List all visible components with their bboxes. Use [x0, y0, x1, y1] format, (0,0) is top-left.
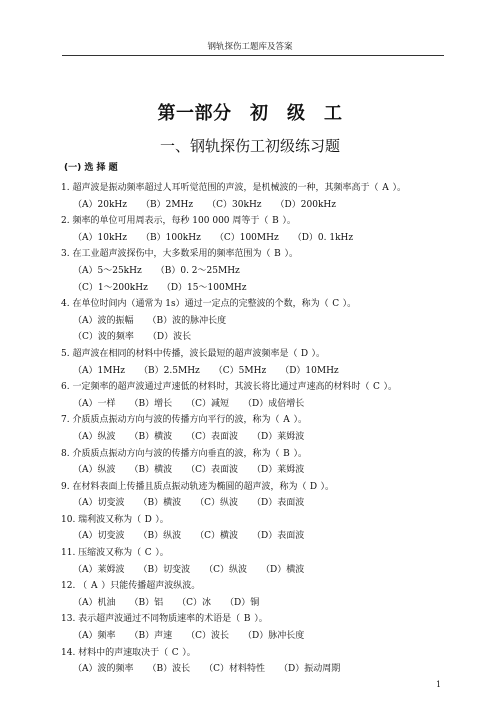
option-row: [61, 495, 456, 512]
question-stem: [61, 213, 456, 230]
answer-option: （D）脉冲长度: [243, 631, 305, 642]
answer-letter: D: [300, 348, 309, 359]
answer-option: （D）莱姆波: [252, 465, 305, 476]
answer-option: （B）纵波: [138, 531, 182, 542]
answer-option: （A）切变波: [73, 498, 125, 509]
option-row: [61, 462, 456, 479]
answer-letter: C: [171, 647, 179, 658]
answer-option: （B）切变波: [138, 564, 191, 575]
answer-option: （C）30kHz: [207, 199, 262, 210]
question-stem: [61, 379, 456, 396]
answer-letter: B: [283, 448, 290, 459]
question-item: [61, 180, 456, 213]
question-text: 9. 在材料表面上传播且质点振动轨迹为椭圆的超声波，称为（: [61, 481, 307, 492]
answer-option: （B）0. 2～25MHz: [155, 265, 240, 276]
answer-option: （C）纵波: [195, 498, 239, 509]
question-item: [61, 645, 456, 678]
answer-option: （D）莱姆波: [252, 431, 305, 442]
answer-option: （C）1～200kHz: [73, 282, 148, 293]
question-stem: [61, 412, 456, 429]
question-text-tail: ）。: [155, 548, 169, 559]
option-row: [61, 280, 456, 297]
option-row: [61, 661, 456, 678]
answer-option: （B）铝: [129, 597, 164, 608]
answer-option: （C）表面波: [186, 465, 239, 476]
answer-option: （D）200kHz: [275, 199, 336, 210]
question-text: 1. 超声波是振动频率超过人耳听觉范围的声波，是机械波的一种，其频率高于（: [61, 183, 379, 193]
answer-letter: B: [272, 216, 279, 227]
option-row: [61, 263, 456, 280]
option-row: [61, 429, 456, 446]
option-row: [61, 230, 456, 247]
question-stem: [61, 296, 456, 313]
question-text: 12. （: [61, 581, 88, 592]
answer-letter: B: [243, 614, 251, 625]
answer-option: （A）10kHz: [73, 232, 127, 243]
answer-option: （A）波的频率: [73, 664, 134, 675]
answer-option: （B）100kHz: [141, 232, 201, 243]
answer-option: （C）波长: [186, 631, 230, 642]
answer-option: （A）切变波: [73, 531, 125, 542]
question-item: [61, 611, 456, 644]
answer-option: （B）横波: [129, 465, 173, 476]
answer-option: （B）横波: [129, 431, 173, 442]
question-text: 7. 介质质点振动方向与波的传播方向平行的波，称为（: [61, 415, 280, 426]
question-item: [61, 296, 456, 346]
answer-option: （B）增长: [129, 398, 173, 409]
answer-option: （C）横波: [195, 531, 239, 542]
option-row: [61, 528, 456, 545]
answer-option: （D）铜: [225, 597, 260, 608]
answer-letter: A: [283, 415, 290, 426]
answer-option: （A）5～25kHz: [73, 265, 142, 276]
option-row: [61, 396, 456, 413]
answer-option: （B）2MHz: [141, 199, 194, 210]
question-text-tail: ）。: [284, 249, 298, 260]
answer-option: （D）振动周期: [279, 664, 341, 675]
option-row: [61, 197, 456, 214]
question-text: 2. 频率的单位可用周表示，每秒 100 000 周等于（: [61, 216, 269, 227]
answer-option: （B）横波: [138, 498, 182, 509]
answer-option: （A）频率: [73, 631, 116, 642]
answer-option: （A）20kHz: [73, 199, 127, 210]
answer-option: （C）波的频率: [73, 332, 134, 343]
question-text-tail: ）只能传播超声波纵波。: [101, 581, 201, 592]
question-item: [61, 578, 456, 611]
question-stem: [61, 346, 456, 363]
answer-option: （B）波的脉冲长度: [147, 315, 227, 326]
question-item: [61, 545, 456, 578]
question-stem: [61, 611, 456, 628]
question-stem: [61, 645, 456, 662]
answer-option: （D）0. 1kHz: [292, 232, 354, 243]
answer-option: （C）减短: [186, 398, 230, 409]
subsection-title: (一) 选 择 题: [64, 163, 118, 173]
question-text-tail: ）。: [293, 448, 307, 459]
question-text: 6. 一定频率的超声波通过声速低的材料时，其波长将比通过声速高的材料时（: [61, 382, 370, 393]
answer-option: （D）15～100MHz: [161, 282, 247, 293]
question-item: [61, 246, 456, 296]
option-row: [61, 313, 456, 330]
answer-letter: A: [382, 183, 389, 193]
answer-option: （B）波长: [147, 664, 191, 675]
answer-letter: D: [309, 481, 318, 492]
answer-option: （D）波长: [147, 332, 192, 343]
part-title: 第一部分 初 级 工: [157, 103, 343, 124]
answer-option: （B）声速: [129, 631, 173, 642]
answer-option: （D）10MHz: [280, 365, 339, 376]
answer-option: （A）1MHz: [73, 365, 126, 376]
answer-letter: B: [274, 249, 281, 260]
answer-letter: D: [144, 514, 152, 525]
question-stem: [61, 446, 456, 463]
answer-option: （D）成倍增长: [243, 398, 305, 409]
question-stem: [61, 479, 456, 496]
question-text-tail: ）。: [254, 614, 268, 625]
question-text-tail: ）。: [282, 216, 296, 227]
answer-option: （B）2.5MHz: [139, 365, 200, 376]
option-row: [61, 562, 456, 579]
question-text: 4. 在单位时间内（通常为 1s）通过一定点的完整波的个数，称为（: [61, 299, 329, 310]
answer-letter: C: [373, 382, 380, 393]
question-list: [61, 180, 456, 678]
question-item: [61, 213, 456, 246]
page-number: 1: [436, 680, 442, 689]
question-item: [61, 446, 456, 479]
question-text-tail: ）。: [155, 514, 169, 525]
answer-option: （C）纵波: [204, 564, 248, 575]
question-text-tail: ）。: [182, 647, 196, 658]
question-text: 8. 介质质点振动方向与波的传播方向垂直的波，称为（: [61, 448, 280, 459]
header-divider: [62, 55, 444, 56]
answer-option: （A）纵波: [73, 465, 116, 476]
answer-letter: C: [144, 548, 152, 559]
question-text-tail: ）。: [320, 481, 334, 492]
question-item: [61, 346, 456, 379]
question-text: 3. 在工业超声波探伤中，大多数采用的频率范围为（: [61, 249, 271, 260]
question-item: [61, 379, 456, 412]
question-text: 5. 超声波在相同的材料中传播，波长最短的超声波频率是（: [61, 348, 298, 359]
answer-option: （C）5MHz: [213, 365, 267, 376]
answer-option: （A）纵波: [73, 431, 116, 442]
question-text: 10. 瑞利波又称为（: [61, 514, 142, 525]
question-item: [61, 479, 456, 512]
question-text-tail: ）。: [392, 183, 406, 193]
answer-option: （D）表面波: [252, 531, 305, 542]
question-text: 13. 表示超声波通过不同物质速率的术语是（: [61, 614, 241, 625]
answer-option: （D）横波: [261, 564, 305, 575]
option-row: [61, 363, 456, 380]
question-item: [61, 412, 456, 445]
answer-letter: A: [90, 581, 98, 592]
answer-option: （C）材料特性: [204, 664, 266, 675]
question-stem: [61, 246, 456, 263]
running-header: 钢轨探伤工题库及答案: [207, 42, 293, 52]
question-text: 14. 材料中的声速取决于（: [61, 647, 169, 658]
answer-option: （A）一样: [73, 398, 116, 409]
answer-option: （C）100MHz: [214, 232, 279, 243]
question-stem: [61, 578, 456, 595]
answer-option: （C）表面波: [186, 431, 239, 442]
option-row: [61, 595, 456, 612]
question-text-tail: ）。: [342, 299, 357, 310]
question-stem: [61, 512, 456, 529]
answer-option: （A）机油: [73, 597, 116, 608]
question-text-tail: ）。: [311, 348, 325, 359]
question-stem: [61, 545, 456, 562]
answer-option: （A）波的振幅: [73, 315, 134, 326]
answer-letter: C: [332, 299, 340, 310]
answer-option: （D）表面波: [252, 498, 305, 509]
option-row: [61, 628, 456, 645]
answer-option: （C）冰: [177, 597, 212, 608]
answer-option: （A）莱姆波: [73, 564, 125, 575]
question-text: 11. 压缩波又称为（: [61, 548, 142, 559]
question-text-tail: ）。: [293, 415, 307, 426]
question-stem: [61, 180, 456, 197]
option-row: [61, 329, 456, 346]
section-title: 一、钢轨探伤工初级练习题: [159, 137, 340, 155]
question-item: [61, 512, 456, 545]
question-text-tail: ）。: [383, 382, 397, 393]
